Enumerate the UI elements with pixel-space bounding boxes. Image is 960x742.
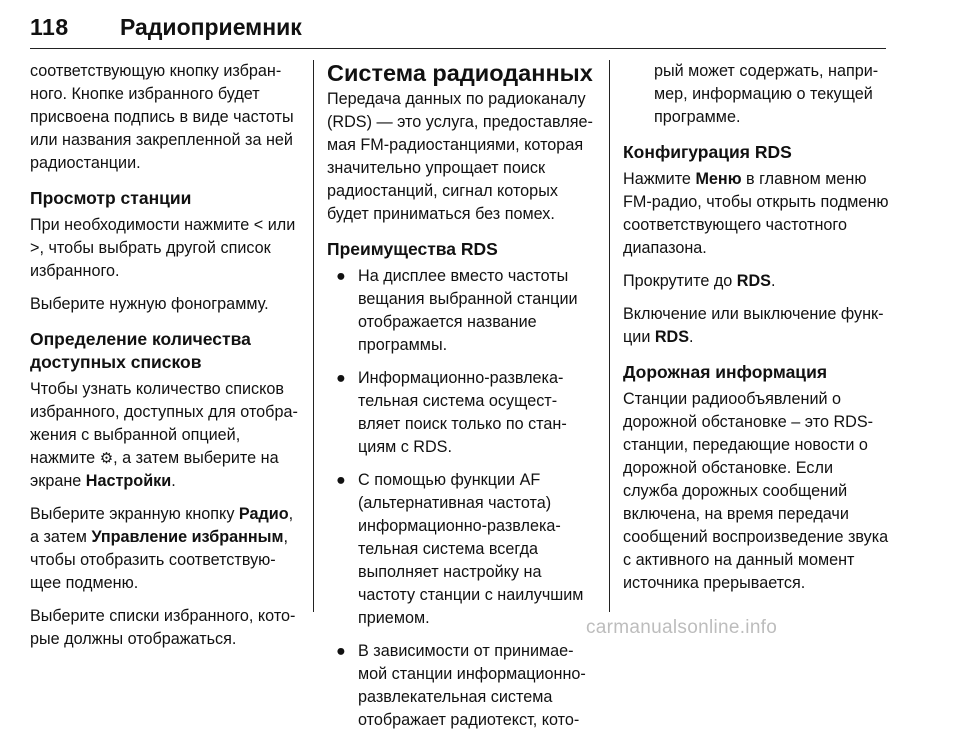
page-title: Радиоприемник (120, 14, 302, 40)
column-divider-1 (313, 60, 314, 612)
heading-count-lists: Определение количества доступных списков (30, 329, 251, 372)
text: , а затем (30, 505, 294, 546)
list-item (327, 469, 595, 630)
paragraph-menu (623, 168, 891, 260)
heading-view-station: Просмотр станции (30, 188, 192, 208)
text: Включение или выключение функ-ции (623, 305, 884, 346)
text: . (689, 328, 694, 346)
list-item-text: На дисплее вместо частоты вещания выбранной станции отображается название программы. (358, 267, 578, 354)
paragraph-traffic: Станции радиообъявлений о дорожной обстановке – это RDS-станции, передающие новости о дорожной обстановке. Если служба дорожных сообщений включена, на время передачи сообщений воспроизведение звука с активного на данный момент источника прерывается. (623, 390, 889, 592)
column-3 (623, 60, 891, 605)
watermark: carmanualsonline.info (586, 617, 778, 638)
paragraph-rds: Передача данных по радиоканалу (RDS) — это услуга, предоставляе-мая FM-радиостанциями, которая значительно упрощает поиск радиостанций, сигнал которых будет приниматься без помех. (327, 90, 593, 223)
heading-traffic-info: Дорожная информация (623, 362, 828, 382)
list-item (327, 367, 595, 459)
page-number: 118 (30, 14, 69, 40)
column-2 (327, 60, 595, 742)
column-1 (30, 60, 300, 661)
list-item-text: В зависимости от принимае-мой станции информационно-развлекательная система отображает радиотекст, кото- (358, 642, 586, 729)
paragraph-view-1: При необходимости нажмите < или >, чтобы выбрать другой список избранного. (30, 216, 296, 280)
advantages-list (327, 265, 595, 732)
manage-favourites-label: Управление избранным (91, 528, 284, 546)
paragraph-screen-button (30, 503, 300, 595)
text: , а затем выберите на экране (30, 449, 279, 490)
paragraph-scroll (623, 270, 891, 293)
heading-rds-advantages: Преимущества RDS (327, 239, 498, 259)
text: , чтобы отобразить соответствую-щее подменю. (30, 528, 288, 592)
heading-rds-config: Конфигурация RDS (623, 142, 792, 162)
paragraph-continued: соответствующую кнопку избран-ного. Кнопке избранного будет присвоена подпись в виде частоты или названия закрепленной за ней радиостанции. (30, 62, 294, 172)
list-item-text: Информационно-развлека-тельная система осущест-вляет поиск только по стан-циям с RDS. (358, 369, 567, 456)
text: в главном меню FM-радио, чтобы открыть подменю соответствующего частотного диапазона. (623, 170, 889, 257)
bullet-icon: ● (336, 369, 346, 387)
text: Нажмите (623, 170, 696, 188)
list-item-continued: рый может содержать, напри-мер, информацию о текущей программе. (654, 62, 879, 126)
radio-label: Радио (238, 505, 289, 523)
text: Прокрутите до (623, 272, 737, 290)
column-divider-2 (609, 60, 610, 612)
text: . (171, 472, 176, 490)
menu-label: Меню (695, 170, 742, 188)
paragraph-toggle (623, 303, 891, 349)
list-item (327, 640, 595, 732)
list-item (327, 265, 595, 357)
page-header (30, 4, 886, 52)
list-item-text: С помощью функции AF (альтернативная частота) информационно-развлека-тельная система всегда выполняет настройку на частоту станции с наилучшим приемом. (358, 471, 584, 627)
paragraph-view-2: Выберите нужную фонограмму. (30, 295, 269, 313)
header-rule (30, 48, 886, 49)
paragraph-count (30, 378, 300, 493)
paragraph-select-lists: Выберите списки избранного, кото-рые должны отображаться. (30, 607, 296, 648)
heading-rds: Система радиоданных (327, 60, 593, 86)
gear-icon: ⚙ (99, 450, 114, 467)
text: Чтобы узнать количество списков избранного, доступных для отобра-жения с выбранной опцией, нажмите (30, 380, 298, 467)
bullet-icon: ● (336, 642, 346, 660)
settings-label: Настройки (85, 472, 172, 490)
rds-label: RDS (736, 272, 771, 290)
rds-label: RDS (654, 328, 690, 346)
text: . (770, 272, 776, 290)
bullet-icon: ● (336, 471, 346, 489)
text: Выберите экранную кнопку (30, 505, 239, 523)
bullet-icon: ● (336, 267, 346, 285)
